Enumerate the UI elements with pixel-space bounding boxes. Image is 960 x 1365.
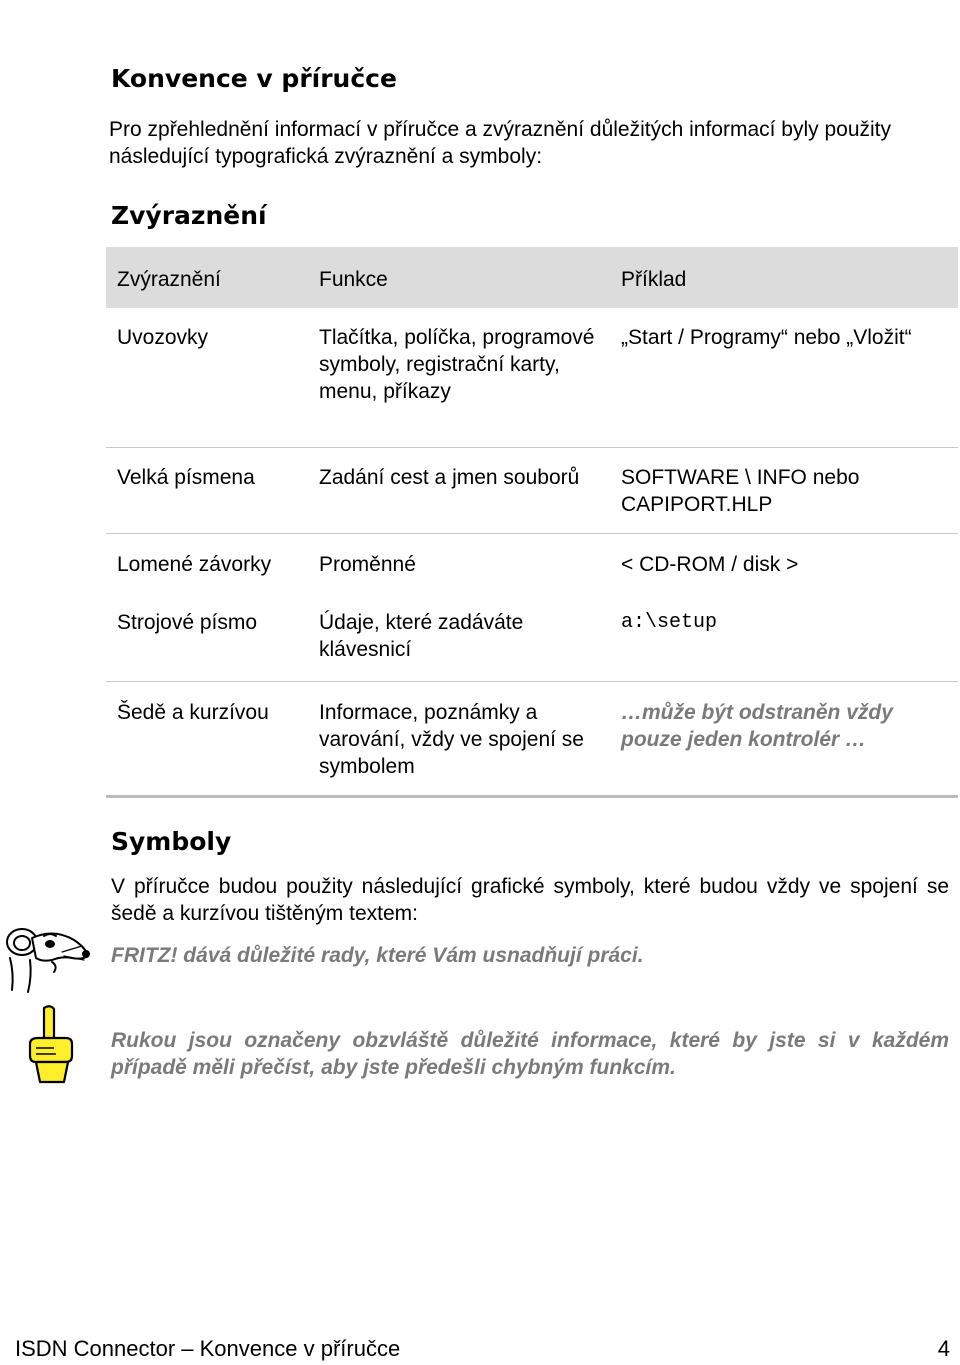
table-cell: Strojové písmo xyxy=(117,611,258,634)
fritz-tip-text: FRITZ! dává důležité rady, které Vám usnadňují práci. xyxy=(111,944,644,967)
table-cell: SOFTWARE \ INFO nebo CAPIPORT.HLP xyxy=(621,466,860,516)
table-cell: Údaje, které zadáváte klávesnicí xyxy=(319,611,524,661)
symbols-intro: V příručce budou použity následující grafické symboly, které budou vždy ve spojení se šedě a kurzívou tištěným textem: xyxy=(111,875,949,925)
table-cell: Uvozovky xyxy=(117,326,209,349)
table-cell: Proměnné xyxy=(319,553,416,576)
page-number: 4 xyxy=(937,1336,950,1361)
page-title: Konvence v příručce xyxy=(111,64,397,93)
table-cell: Tlačítka, políčka, programové symboly, registrační karty, menu, příkazy xyxy=(319,326,595,403)
table-header-row xyxy=(106,247,958,308)
table-row xyxy=(106,448,958,534)
intro-paragraph: Pro zpřehlednění informací v příručce a zvýraznění důležitých informací byly použity následující typografická zvýraznění a symboly: xyxy=(109,118,892,168)
table-row xyxy=(106,534,958,592)
hand-warning-text: Rukou jsou označeny obzvláště důležité informace, které by jste si v každém případě měli přečíst, aby jste předešli chybným funkcím. xyxy=(111,1029,949,1079)
footer-title: ISDN Connector – Konvence v příručce xyxy=(15,1336,401,1361)
table-cell: Velká písmena xyxy=(117,466,255,489)
header-cell: Zvýraznění xyxy=(117,268,221,291)
table-cell: …může být odstraněn vždy pouze jeden kontrolér … xyxy=(621,701,893,751)
table-cell: Zadání cest a jmen souborů xyxy=(319,466,580,489)
table-cell: a:\setup xyxy=(621,611,718,634)
table-cell: Lomené závorky xyxy=(117,553,272,576)
table-cell: Šedě a kurzívou xyxy=(117,701,269,724)
pointing-hand-icon xyxy=(26,1004,76,1091)
section-title-emphasis: Zvýraznění xyxy=(111,201,267,230)
table-row xyxy=(106,308,958,448)
table-cell: < CD-ROM / disk > xyxy=(621,553,799,576)
table-cell: „Start / Programy“ nebo „Vložit“ xyxy=(621,326,912,349)
header-cell: Funkce xyxy=(319,268,388,291)
table-cell: Informace, poznámky a varování, vždy ve spojení se symbolem xyxy=(319,701,584,778)
section-title-symbols: Symboly xyxy=(111,827,232,856)
table-row xyxy=(106,682,958,798)
fritz-mouse-icon xyxy=(2,922,92,999)
conventions-table xyxy=(106,247,958,798)
table-row xyxy=(106,592,958,682)
header-cell: Příklad xyxy=(621,268,687,291)
